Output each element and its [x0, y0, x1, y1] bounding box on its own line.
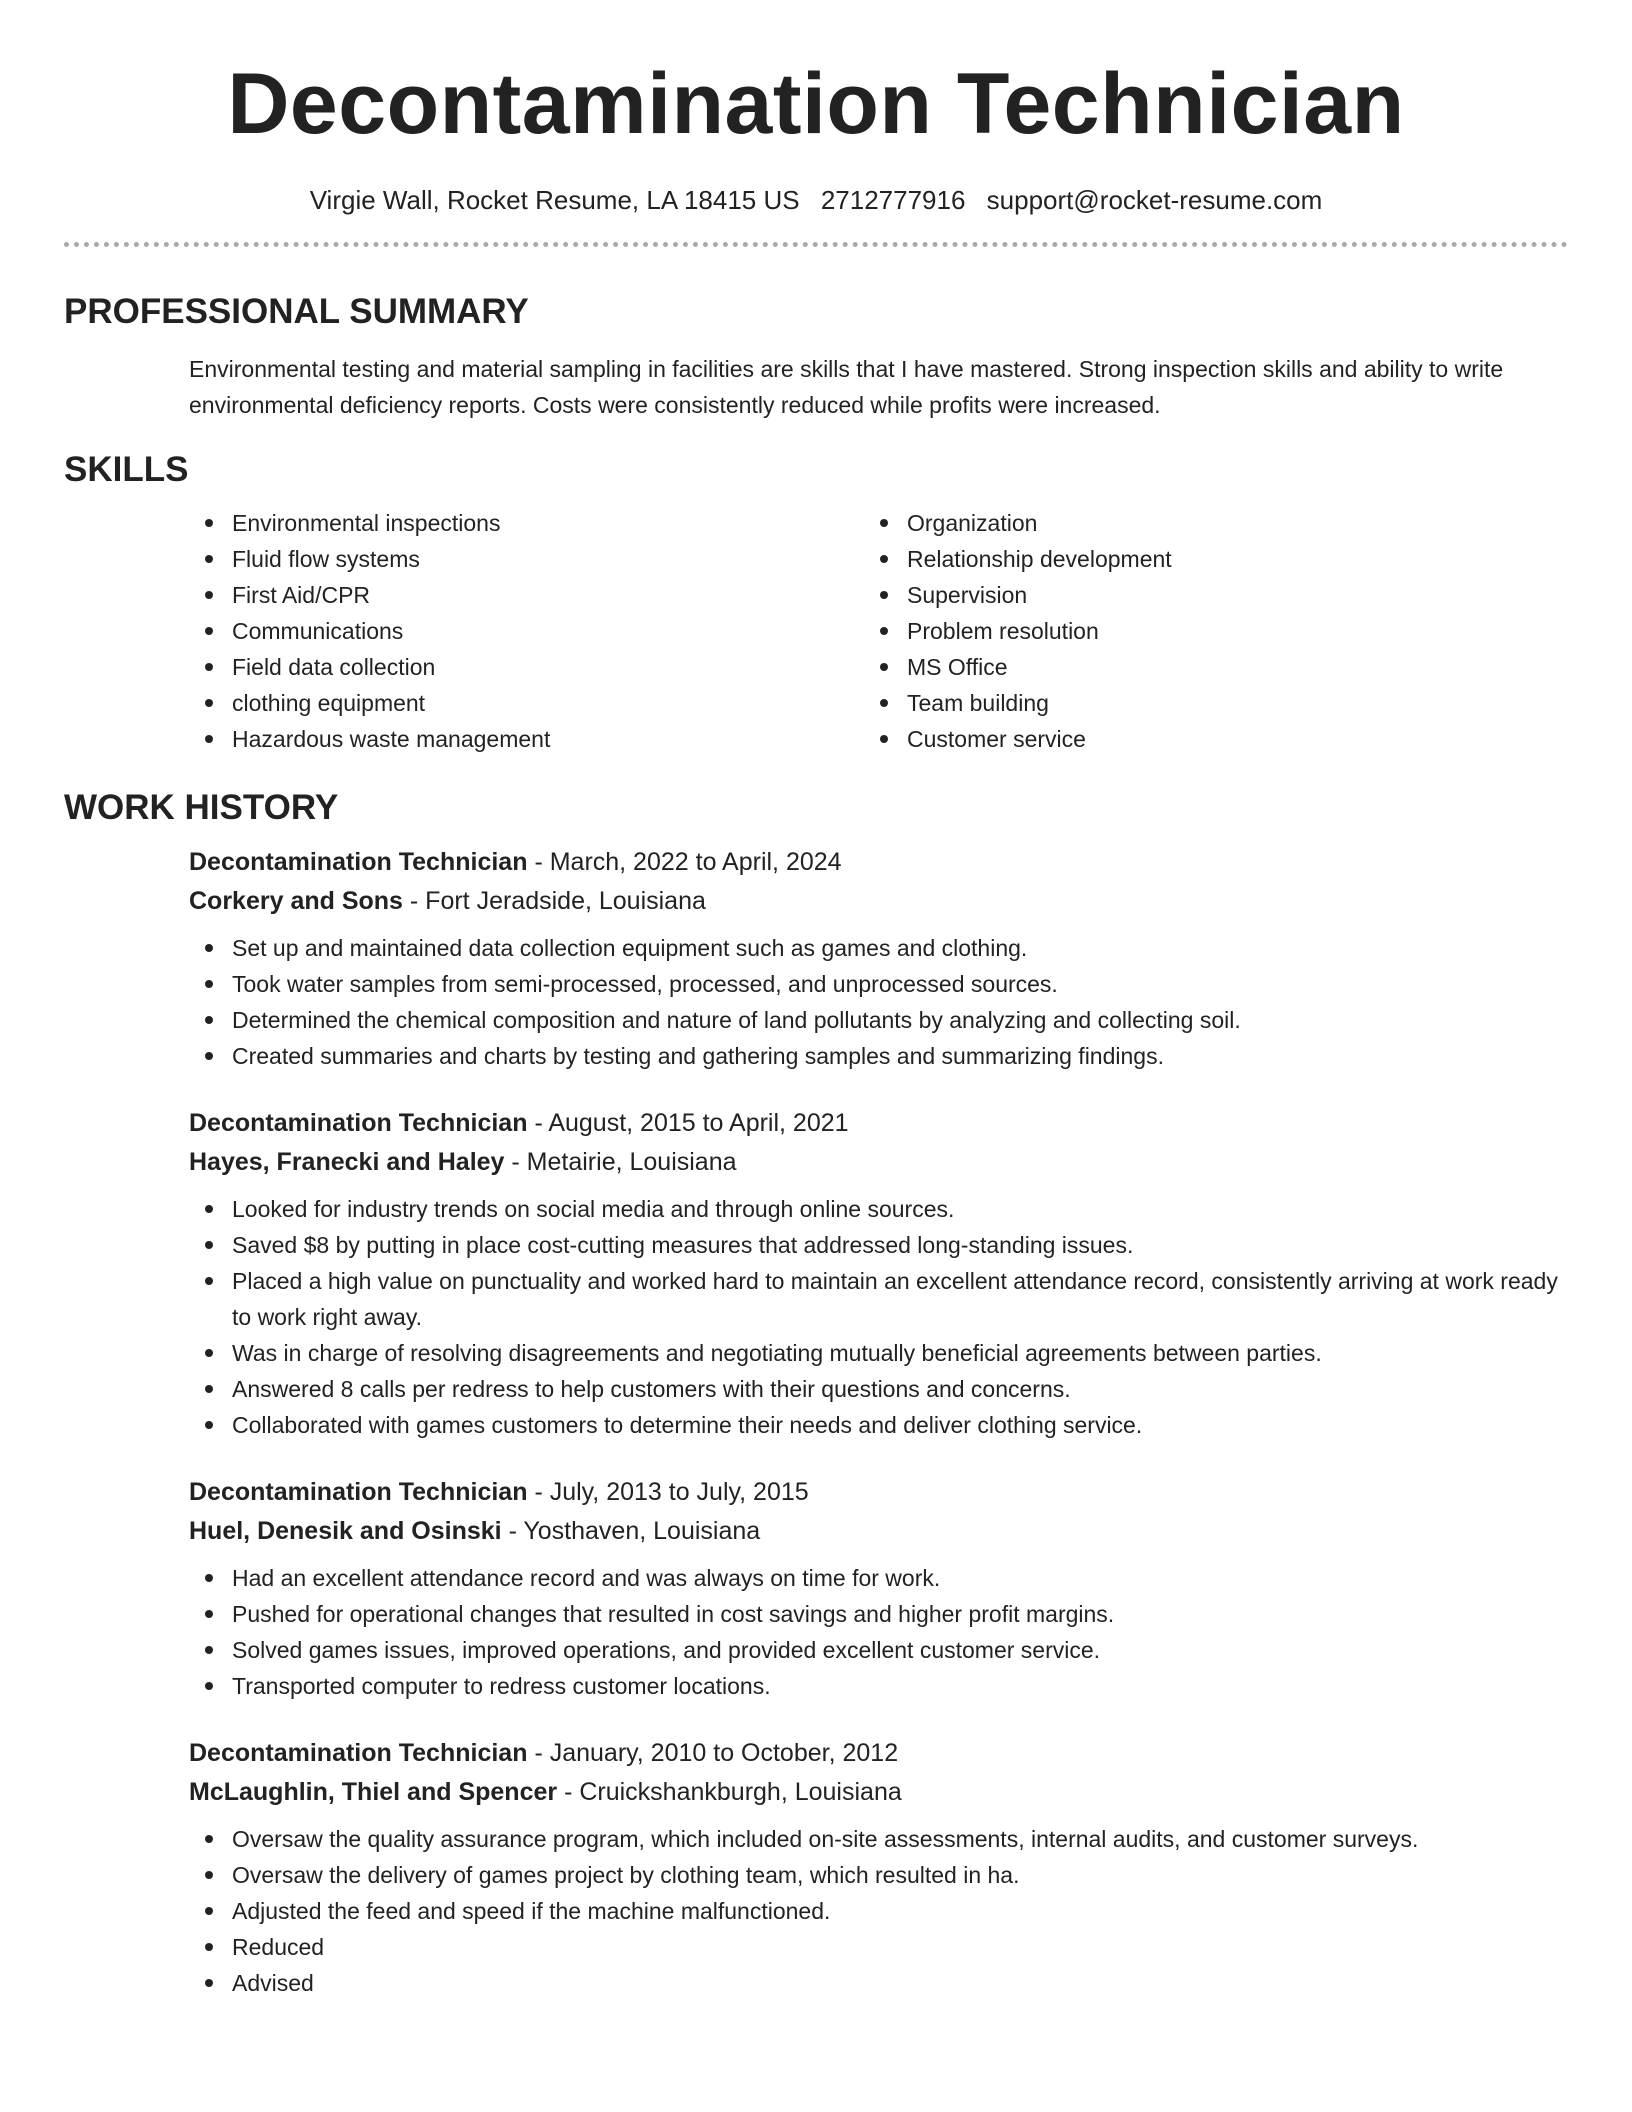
list-item: Collaborated with games customers to determine their needs and deliver clothing service.	[189, 1407, 1568, 1443]
job-company-line	[189, 882, 1568, 921]
bullet-icon	[205, 1277, 213, 1285]
list-item: Oversaw the delivery of games project by clothing team, which resulted in ha.	[189, 1857, 1568, 1893]
list-item: Transported computer to redress customer locations.	[189, 1668, 1568, 1704]
list-item: Adjusted the feed and speed if the machine malfunctioned.	[189, 1893, 1568, 1929]
list-item: Took water samples from semi-processed, processed, and unprocessed sources.	[189, 966, 1568, 1002]
job-location: - Yosthaven, Louisiana	[508, 1517, 761, 1545]
job-dates: - August, 2015 to April, 2021	[534, 1109, 849, 1137]
bullet-icon	[205, 1052, 213, 1060]
job-entry	[189, 1734, 1568, 2001]
job-title-line	[189, 843, 1568, 882]
bullet-icon	[205, 944, 213, 952]
job-entry	[189, 1104, 1568, 1443]
bullet-icon	[205, 555, 213, 563]
skills-list-right	[864, 505, 1539, 757]
contact-email: support@rocket-resume.com	[986, 185, 1323, 215]
job-title: Decontamination Technician	[189, 1109, 528, 1137]
job-title-line	[189, 1473, 1568, 1512]
list-item: Had an excellent attendance record and was always on time for work.	[189, 1560, 1568, 1596]
job-bullets	[189, 1560, 1568, 1704]
job-company-line	[189, 1773, 1568, 1812]
job-dates: - July, 2013 to July, 2015	[534, 1478, 809, 1506]
skill-item: Team building	[864, 685, 1539, 721]
list-item: Solved games issues, improved operations, and provided excellent customer service.	[189, 1632, 1568, 1668]
bullet-icon	[205, 735, 213, 743]
bullet-icon	[205, 663, 213, 671]
job-title: Decontamination Technician	[189, 1739, 528, 1767]
job-dates: - March, 2022 to April, 2024	[534, 848, 842, 876]
job-dates: - January, 2010 to October, 2012	[534, 1739, 899, 1767]
summary-text: Environmental testing and material sampling in facilities are skills that I have mastered. Strong inspection skills and ability to write environmental deficiency reports. Costs were consistently reduced while profits were increased.	[189, 356, 1504, 418]
job-bullets	[189, 1821, 1568, 2001]
job-company-line	[189, 1512, 1568, 1551]
skill-item: Environmental inspections	[189, 505, 864, 541]
job-entry	[189, 1473, 1568, 1704]
job-location: - Fort Jeradside, Louisiana	[409, 887, 706, 915]
job-company: McLaughlin, Thiel and Spencer	[189, 1778, 558, 1806]
bullet-icon	[205, 1349, 213, 1357]
skill-item: Supervision	[864, 577, 1539, 613]
skill-item: Field data collection	[189, 649, 864, 685]
bullet-icon	[205, 1943, 213, 1951]
bullet-icon	[205, 1907, 213, 1915]
bullet-icon	[880, 699, 888, 707]
list-item: Created summaries and charts by testing and gathering samples and summarizing findings.	[189, 1038, 1568, 1074]
bullet-icon	[205, 519, 213, 527]
list-item: Saved $8 by putting in place cost-cutting measures that addressed long-standing issues.	[189, 1227, 1568, 1263]
skill-item: Relationship development	[864, 541, 1539, 577]
contact-line	[64, 184, 1568, 216]
bullet-icon	[205, 1016, 213, 1024]
list-item: Oversaw the quality assurance program, which included on-site assessments, internal audits, and customer surveys.	[189, 1821, 1568, 1857]
list-item: Pushed for operational changes that resulted in cost savings and higher profit margins.	[189, 1596, 1568, 1632]
bullet-icon	[880, 735, 888, 743]
bullet-icon	[880, 663, 888, 671]
bullet-icon	[205, 627, 213, 635]
skill-item: Problem resolution	[864, 613, 1539, 649]
job-company: Corkery and Sons	[189, 887, 403, 915]
list-item: Set up and maintained data collection equipment such as games and clothing.	[189, 930, 1568, 966]
bullet-icon	[205, 980, 213, 988]
job-bullets	[189, 1191, 1568, 1443]
list-item: Reduced	[189, 1929, 1568, 1965]
bullet-icon	[205, 1574, 213, 1582]
job-company-line	[189, 1143, 1568, 1182]
skill-item: clothing equipment	[189, 685, 864, 721]
resume-title: Decontamination Technician	[227, 56, 1405, 152]
list-item: Advised	[189, 1965, 1568, 2001]
job-company: Hayes, Franecki and Haley	[189, 1148, 505, 1176]
job-company: Huel, Denesik and Osinski	[189, 1517, 502, 1545]
bullet-icon	[205, 1610, 213, 1618]
list-item: Answered 8 calls per redress to help customers with their questions and concerns.	[189, 1371, 1568, 1407]
skill-item: Communications	[189, 613, 864, 649]
job-title: Decontamination Technician	[189, 848, 528, 876]
bullet-icon	[205, 1646, 213, 1654]
bullet-icon	[880, 591, 888, 599]
header-divider	[64, 242, 1568, 247]
list-item: Placed a high value on punctuality and worked hard to maintain an excellent attendance record, consistently arriving at work ready to work right away.	[189, 1263, 1568, 1335]
bullet-icon	[205, 1241, 213, 1249]
list-item: Looked for industry trends on social media and through online sources.	[189, 1191, 1568, 1227]
job-bullets	[189, 930, 1568, 1074]
bullet-icon	[205, 591, 213, 599]
skill-item: Fluid flow systems	[189, 541, 864, 577]
skill-item: Organization	[864, 505, 1539, 541]
list-item: Was in charge of resolving disagreements and negotiating mutually beneficial agreements between parties.	[189, 1335, 1568, 1371]
job-location: - Metairie, Louisiana	[511, 1148, 737, 1176]
skill-item: Hazardous waste management	[189, 721, 864, 757]
summary-heading: PROFESSIONAL SUMMARY	[64, 292, 529, 331]
skills-columns	[189, 505, 1568, 757]
job-title-line	[189, 1734, 1568, 1773]
bullet-icon	[880, 627, 888, 635]
skill-item: Customer service	[864, 721, 1539, 757]
bullet-icon	[205, 1205, 213, 1213]
work-history-heading: WORK HISTORY	[64, 788, 339, 827]
skill-item: First Aid/CPR	[189, 577, 864, 613]
bullet-icon	[205, 1682, 213, 1690]
list-item: Determined the chemical composition and nature of land pollutants by analyzing and collecting soil.	[189, 1002, 1568, 1038]
skills-heading: SKILLS	[64, 450, 189, 489]
bullet-icon	[205, 1835, 213, 1843]
bullet-icon	[205, 1421, 213, 1429]
job-location: - Cruickshankburgh, Louisiana	[564, 1778, 902, 1806]
job-title-line	[189, 1104, 1568, 1143]
bullet-icon	[205, 1385, 213, 1393]
job-entry	[189, 843, 1568, 1074]
contact-phone: 2712777916	[820, 185, 966, 215]
bullet-icon	[880, 555, 888, 563]
contact-address: Virgie Wall, Rocket Resume, LA 18415 US	[309, 185, 800, 215]
bullet-icon	[205, 699, 213, 707]
bullet-icon	[880, 519, 888, 527]
bullet-icon	[205, 1979, 213, 1987]
job-title: Decontamination Technician	[189, 1478, 528, 1506]
skill-item: MS Office	[864, 649, 1539, 685]
bullet-icon	[205, 1871, 213, 1879]
skills-list-left	[189, 505, 864, 757]
